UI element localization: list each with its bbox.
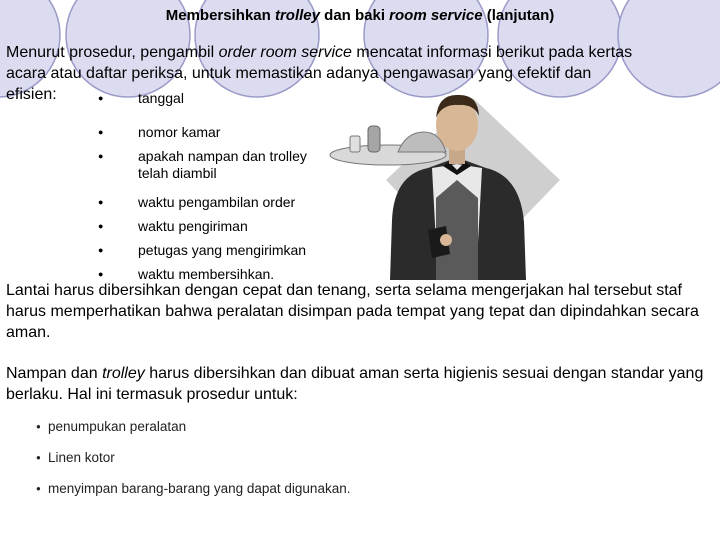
hygiene-text: Nampan dan [6, 365, 103, 382]
checklist [98, 90, 307, 286]
checklist-item-text: petugas yang mengirimkan [138, 242, 307, 258]
procedure-list [36, 418, 350, 511]
coffee-pot-shape [368, 126, 380, 152]
hygiene-text: harus dibersihkan dan dibuat aman serta higienis sesuai dengan standar yang berlaku. Hal ini termasuk prosedur untuk: [6, 365, 704, 403]
checklist-item [98, 90, 307, 124]
intro-text: mencatat informasi berikut pada kertas [351, 44, 633, 61]
glass-shape [350, 136, 360, 152]
procedure-item: ● menyimpan barang-barang yang dapat digunakan. [36, 480, 350, 511]
checklist-item-text: apakah nampan dan trolley [138, 148, 307, 164]
checklist-item [98, 218, 307, 242]
floor-paragraph: Lantai harus dibersihkan dengan cepat dan tenang, serta selama mengerjakan hal tersebut staf harus memperhatikan bahwa peralatan disimpan pada tempat yang tepat dan dipindahkan secara aman. [6, 282, 699, 341]
checklist-item-text: waktu membersihkan. [138, 266, 275, 282]
intro-text-line3: efisien: [6, 86, 57, 103]
intro-text-italic: order room service [218, 44, 352, 61]
checklist-item-text: nomor kamar [138, 124, 221, 140]
intro-text-line2: acara atau daftar periksa, untuk memastikan adanya pengawasan yang efektif dan [6, 65, 592, 82]
waiter-illustration [328, 80, 568, 280]
checklist-item [98, 124, 307, 148]
slide-title [0, 6, 720, 26]
checklist-item [98, 194, 307, 218]
title-text: Membersihkan [165, 7, 275, 24]
checklist-item-text: waktu pengiriman [138, 218, 248, 234]
checklist-item-text: telah diambil [138, 165, 217, 181]
title-text: (lanjutan) [482, 7, 555, 24]
checklist-item [98, 242, 307, 266]
hygiene-paragraph [6, 363, 714, 405]
procedure-item: ● Linen kotor [36, 449, 350, 480]
title-text: dan baki [319, 7, 390, 24]
hygiene-text-italic: trolley [102, 365, 145, 382]
checklist-item-text: tanggal [138, 90, 184, 106]
checklist-item [98, 148, 307, 194]
title-text-italic: room service [389, 7, 483, 24]
intro-text: Menurut prosedur, pengambil [6, 44, 219, 61]
hand-shape [440, 234, 452, 246]
title-text-italic: trolley [274, 7, 320, 24]
checklist-item-text: waktu pengambilan order [138, 194, 296, 210]
procedure-item: ● penumpukan peralatan [36, 418, 350, 449]
